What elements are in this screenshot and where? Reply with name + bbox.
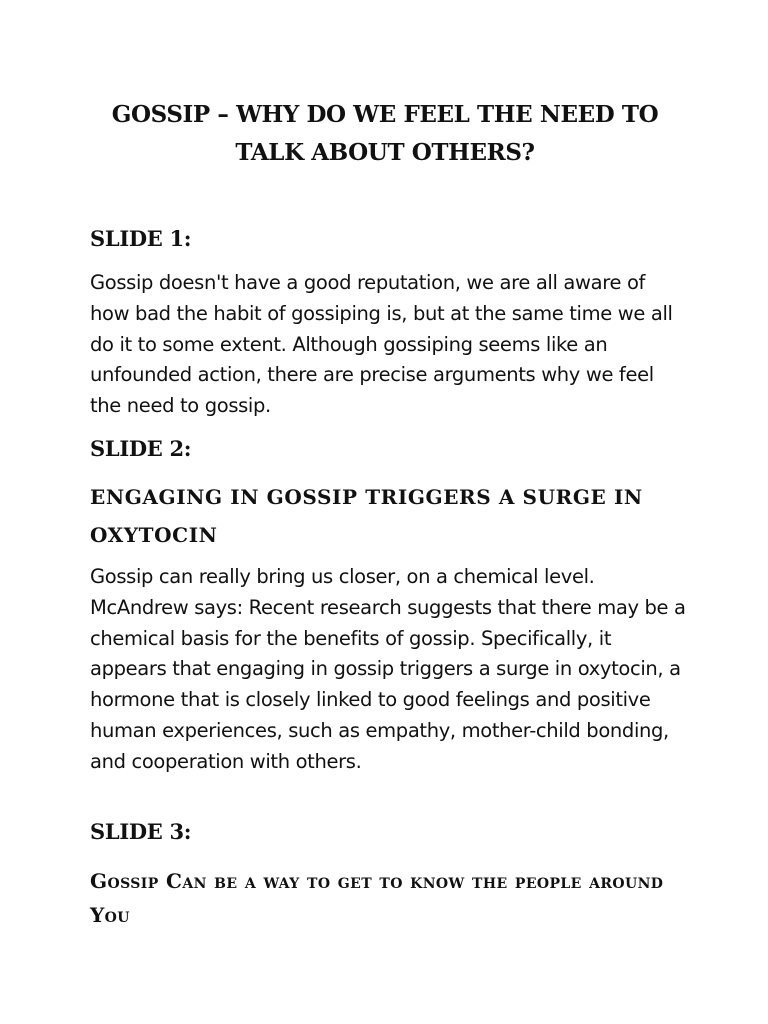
slide-2-heading: ENGAGING IN GOSSIP TRIGGERS A SURGE IN OXYTOCIN: [90, 485, 643, 547]
slide-3-label: SLIDE 3:: [90, 819, 192, 844]
slide-2-paragraph: Gossip can really bring us closer, on a chemical level. McAndrew says: Recent research suggests that there may be a chemical basis for the benefits of gossip. Specifically, it appears that engaging in gossip triggers a surge in oxytocin, a hormone that is closely linked to good feelings and positive human experiences, such as empathy, mother-child bonding, and cooperation with others.: [90, 565, 686, 773]
slide-1-paragraph: Gossip doesn't have a good reputation, we are all aware of how bad the habit of gossiping is, but at the same time we all do it to some extent. Although gossiping seems like an unfounded action, there are precise arguments why we feel the need to gossip.: [90, 271, 673, 418]
slide-3-heading: Gossip Can be a way to get to know the people around You: [90, 869, 664, 927]
slide-1-label: SLIDE 1:: [90, 226, 192, 251]
slide-2-label: SLIDE 2:: [90, 436, 192, 461]
document-title: GOSSIP – WHY DO WE FEEL THE NEED TO TALK ABOUT OTHERS?: [111, 101, 659, 166]
